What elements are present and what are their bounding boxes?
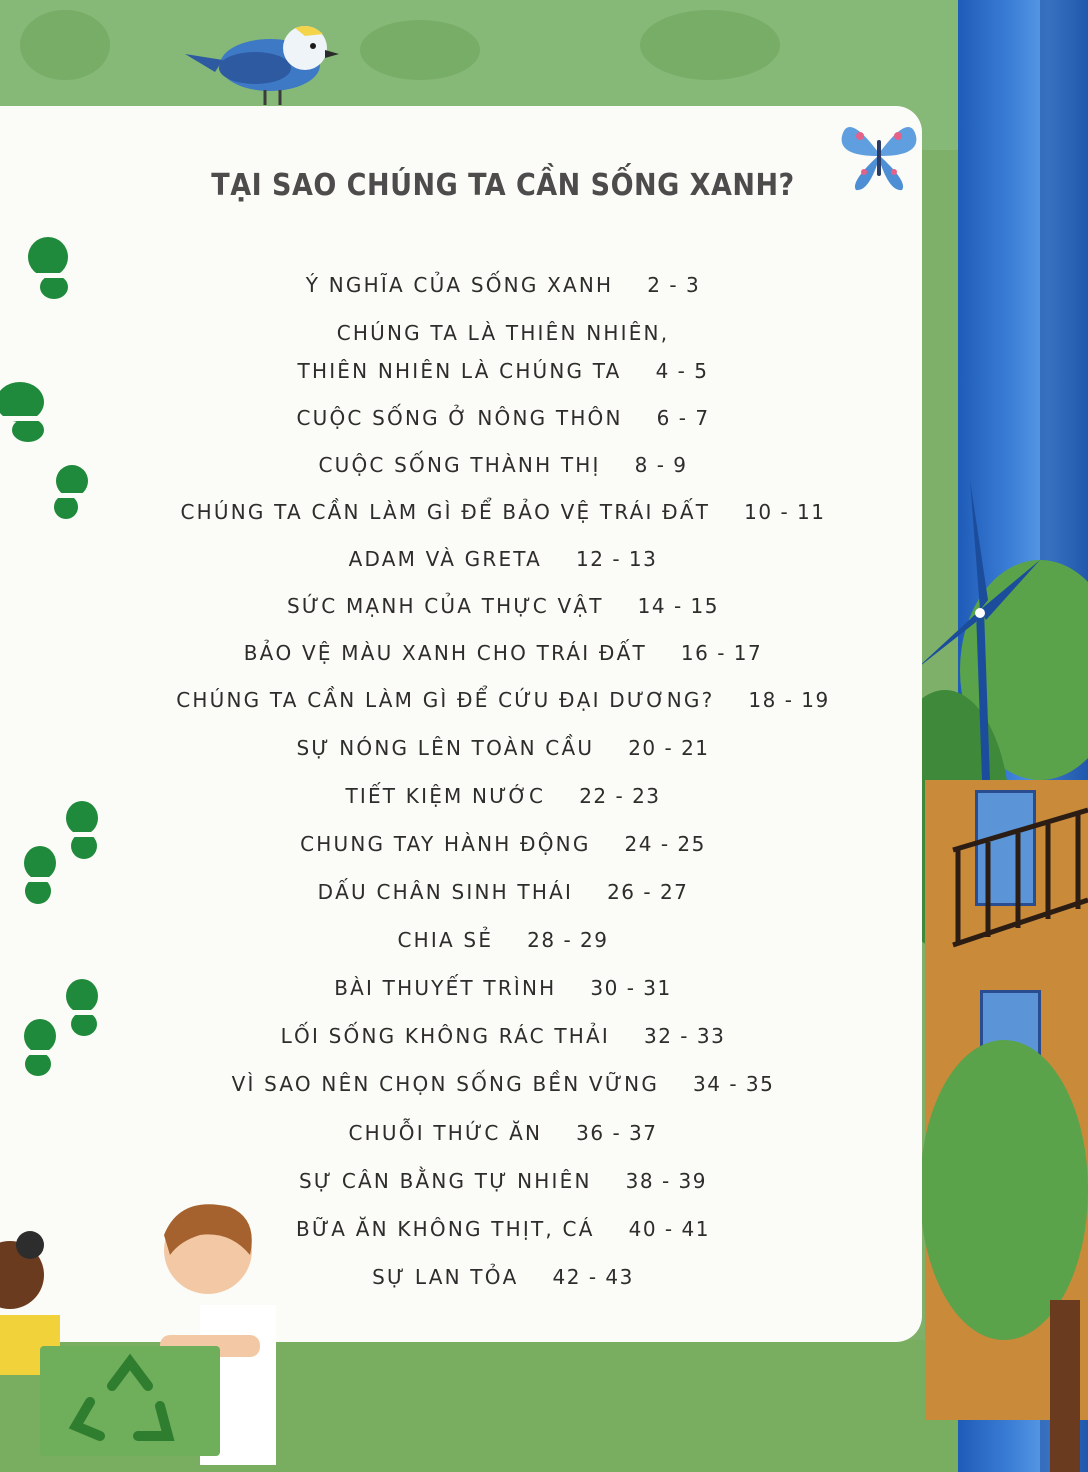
toc-entry-pages: 30 - 31	[590, 976, 672, 1000]
toc-entry-title: CUỘC SỐNG Ở NÔNG THÔN	[296, 406, 623, 430]
toc-entry-pages: 26 - 27	[607, 880, 689, 904]
toc-entry	[0, 593, 1006, 619]
toc-entry	[0, 735, 1006, 761]
toc-entry-title: SỰ CÂN BẰNG TỰ NHIÊN	[299, 1169, 592, 1193]
toc-entry-title: CUỘC SỐNG THÀNH THỊ	[318, 453, 601, 477]
toc-entry-title: SỰ NÓNG LÊN TOÀN CẦU	[296, 736, 595, 760]
toc-entry-title: LỐI SỐNG KHÔNG RÁC THẢI	[280, 1024, 610, 1048]
recycle-icon	[40, 1346, 220, 1456]
toc-entry	[0, 975, 1006, 1001]
toc-entry-title: TIẾT KIỆM NƯỚC	[345, 784, 546, 808]
toc-entry	[0, 831, 1006, 857]
toc-entry-title: Ý NGHĨA CỦA SỐNG XANH	[305, 273, 614, 297]
toc-entry-pages: 38 - 39	[625, 1169, 707, 1193]
toc-entry-pages: 20 - 21	[628, 736, 710, 760]
foliage-decoration	[640, 10, 780, 80]
toc-entry	[0, 1120, 1006, 1146]
toc-entry-title: CHÚNG TA CẦN LÀM GÌ ĐỂ BẢO VỆ TRÁI ĐẤT	[180, 500, 711, 524]
toc-entry	[0, 1216, 1006, 1242]
toc-entry-title: CHÚNG TA CẦN LÀM GÌ ĐỂ CỨU ĐẠI DƯƠNG?	[176, 688, 715, 712]
toc-entry-pages: 28 - 29	[527, 928, 609, 952]
toc-entry	[0, 927, 1006, 953]
toc-entry-pages: 42 - 43	[552, 1265, 634, 1289]
toc-entry-title: CHUNG TAY HÀNH ĐỘNG	[300, 832, 591, 856]
toc-entry-title: VÌ SAO NÊN CHỌN SỐNG BỀN VỮNG	[231, 1072, 660, 1096]
toc-entry-title: DẤU CHÂN SINH THÁI	[317, 880, 574, 904]
toc-entry-title: BÀI THUYẾT TRÌNH	[334, 976, 557, 1000]
toc-entry-pages: 4 - 5	[655, 359, 709, 383]
toc-entry	[0, 783, 1006, 809]
toc-entry	[0, 879, 1006, 905]
toc-entry	[0, 272, 1006, 298]
toc-entry-pages: 8 - 9	[634, 453, 688, 477]
toc-entry-pages: 2 - 3	[647, 273, 701, 297]
toc-entry-pages: 10 - 11	[744, 500, 826, 524]
toc-entry	[0, 320, 1006, 346]
toc-entry-pages: 24 - 25	[624, 832, 706, 856]
toc-entry-pages: 6 - 7	[656, 406, 710, 430]
toc-entry	[0, 405, 1006, 431]
toc-entry-title: BỮA ĂN KHÔNG THỊT, CÁ	[296, 1217, 595, 1241]
toc-entry	[0, 1168, 1006, 1194]
toc-entry-title: SỨC MẠNH CỦA THỰC VẬT	[287, 594, 604, 618]
toc-entry-title: BẢO VỆ MÀU XANH CHO TRÁI ĐẤT	[243, 641, 647, 665]
toc-entry	[0, 1023, 1006, 1049]
toc-entry-title: ADAM VÀ GRETA	[348, 547, 543, 571]
toc-entry-pages: 32 - 33	[643, 1024, 726, 1048]
toc-entry	[0, 640, 1006, 666]
toc-entry-pages: 40 - 41	[628, 1217, 710, 1241]
toc-entry	[0, 687, 1006, 713]
toc-entry-title: CHUỖI THỨC ĂN	[348, 1121, 543, 1145]
foliage-decoration	[20, 10, 110, 80]
toc-entry-title-line2: THIÊN NHIÊN LÀ CHÚNG TA	[297, 359, 622, 383]
toc-entry	[0, 1071, 1006, 1097]
tree-trunk	[1050, 1300, 1080, 1472]
toc-entry-title: CHÚNG TA LÀ THIÊN NHIÊN,	[336, 321, 670, 345]
toc-entry-pages: 14 - 15	[637, 594, 719, 618]
toc-entry-title: SỰ LAN TỎA	[372, 1265, 519, 1289]
bird-icon	[185, 10, 345, 110]
toc-entry	[0, 1264, 1006, 1290]
toc-entry-pages: 34 - 35	[693, 1072, 775, 1096]
toc-entry-pages: 12 - 13	[576, 547, 658, 571]
recycle-sign	[40, 1346, 220, 1456]
foliage-decoration	[360, 20, 480, 80]
toc-entry	[0, 499, 1006, 525]
toc-entry-pages: 36 - 37	[576, 1121, 658, 1145]
toc-entry-pages: 18 - 19	[748, 688, 830, 712]
page-title: TẠI SAO CHÚNG TA CẦN SỐNG XANH?	[211, 168, 795, 203]
toc-entry	[0, 546, 1006, 572]
toc-entry-title: CHIA SẺ	[397, 928, 494, 952]
toc-entry	[0, 452, 1006, 478]
toc-entry-pages: 22 - 23	[579, 784, 661, 808]
toc-entry-continued	[0, 358, 1006, 384]
toc-entry-pages: 16 - 17	[680, 641, 763, 665]
